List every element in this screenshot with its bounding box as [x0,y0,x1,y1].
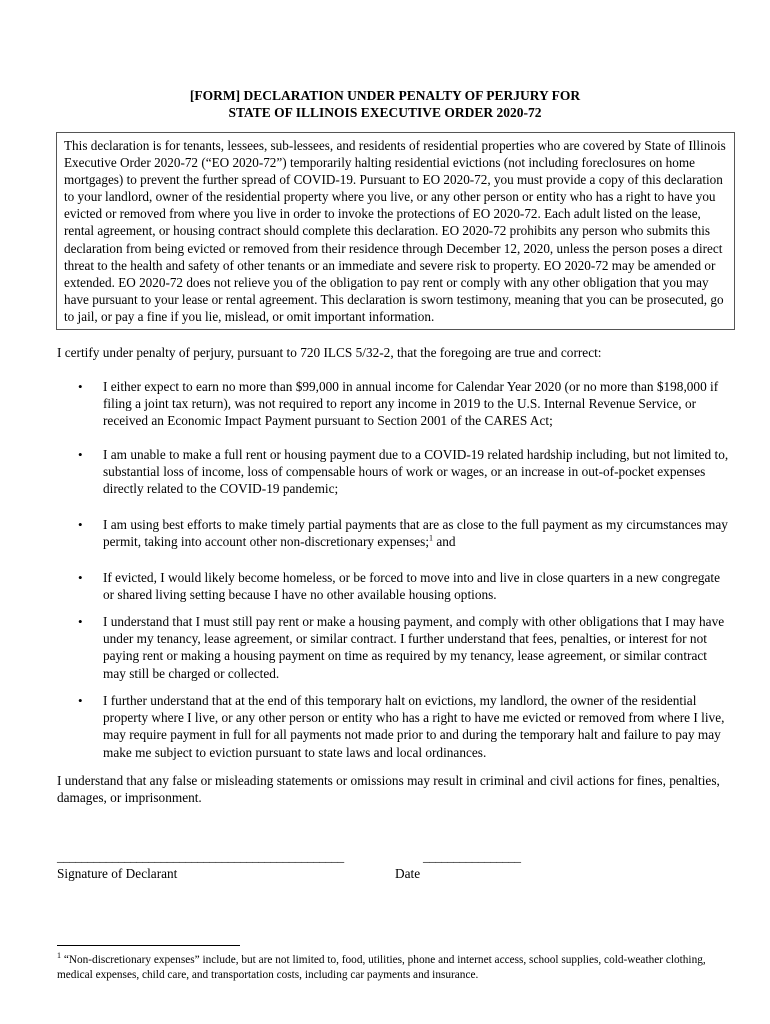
list-item-text: I understand that I must still pay rent or make a housing payment, and comply with other obligations that I may have under my tenancy, lease agreement, or similar contract. I further understand that fees, penalties, or interest for not paying rent or making a housing payment on time as required by my tenancy, lease agreement, or similar contract may still be charged or collected. [103,614,725,681]
footnote-reference: 1 [429,533,434,543]
list-item-text-main: I am using best efforts to make timely partial payments that are as close to the full payment as my circumstances may permit, taking into account other non-discretionary expenses; [103,517,728,550]
list-item-text [103,516,733,550]
bullet-icon: • [78,693,83,708]
date-label: Date [395,866,421,881]
bullet-icon: • [78,614,83,629]
footnote [57,953,737,982]
closing-statement: I understand that any false or misleading statements or omissions may result in criminal and civil actions for fines, penalties, damages, or imprisonment. [57,773,720,806]
bullet-icon: • [78,570,83,585]
list-item-text: I further understand that at the end of this temporary halt on evictions, my landlord, the owner of the residential property where I live, or any other person or entity who has a right to have me evicted or removed from where I live, may require payment in full for all payments not made prior to and during the temporary halt and failure to pay may make me subject to eviction pursuant to state laws and local ordinances. [103,693,725,760]
list-item-text: I am unable to make a full rent or housing payment due to a COVID-19 related hardship including, but not limited to, substantial loss of income, loss of compensable hours of work or wages, or an increase in out-of-pocket expenses directly related to the COVID-19 pandemic; [103,447,729,497]
date-field[interactable]: ________________ [423,849,521,864]
form-title-line-1: [FORM] DECLARATION UNDER PENALTY OF PERJURY FOR [189,88,581,103]
list-item-text: I either expect to earn no more than $99,000 in annual income for Calendar Year 2020 (or no more than $198,000 if filing a joint tax return), was not required to report any income in 2019 to the U.S. Internal Revenue Service, or received an Economic Impact Payment pursuant to Section 2001 of the CARES Act; [103,379,719,429]
list-item-text: If evicted, I would likely become homeless, or be forced to move into and live in close quarters in a new congregate or shared living setting because I have no other available housing options. [103,570,720,603]
footnote-marker: 1 [57,951,61,961]
form-title [0,87,770,121]
list-item-text-tail: and [433,534,456,550]
bullet-icon: • [78,517,83,532]
form-title-line-2: STATE OF ILLINOIS EXECUTIVE ORDER 2020-72 [228,105,542,120]
certification-statement: I certify under penalty of perjury, pursuant to 720 ILCS 5/32-2, that the foregoing are true and correct: [57,345,602,360]
notice-box: This declaration is for tenants, lessees, sub-lessees, and residents of residential properties who are covered by State of Illinois Executive Order 2020-72 (“EO 2020-72”) temporarily halting residential evictions (not including foreclosures on home mortgages) to prevent the further spread of COVID-19. Pursuant to EO 2020-72, you must provide a copy of this declaration to your landlord, owner of the residential property where you live, or any other person or entity who has a right to have you evicted or removed from where you live in order to invoke the protections of EO 2020-72. Each adult listed on the lease, rental agreement, or housing contract should complete this declaration. EO 2020-72 prohibits any person who submits this declaration from being evicted or removed from their residence through December 12, 2020, unless the person poses a direct threat to the health and safety of other tenants or an immediate and severe risk to property. EO 2020-72 may be amended or extended. EO 2020-72 does not relieve you of the obligation to pay rent or comply with any other obligation that you may have pursuant to your lease or rental agreement. This declaration is sworn testimony, meaning that you can be prosecuted, go to jail, or pay a fine if you lie, mislead, or omit important information. [56,132,735,330]
bullet-icon: • [78,447,83,462]
bullet-icon: • [78,379,83,394]
footnote-divider [57,945,240,946]
signature-field[interactable]: _______________________________________________ [57,849,344,864]
signature-label: Signature of Declarant [57,866,178,881]
footnote-text: “Non-discretionary expenses” include, but are not limited to, food, utilities, phone and internet access, school supplies, cold-weather clothing, medical expenses, child care, and transportation costs, including car payments and insurance. [57,954,706,981]
